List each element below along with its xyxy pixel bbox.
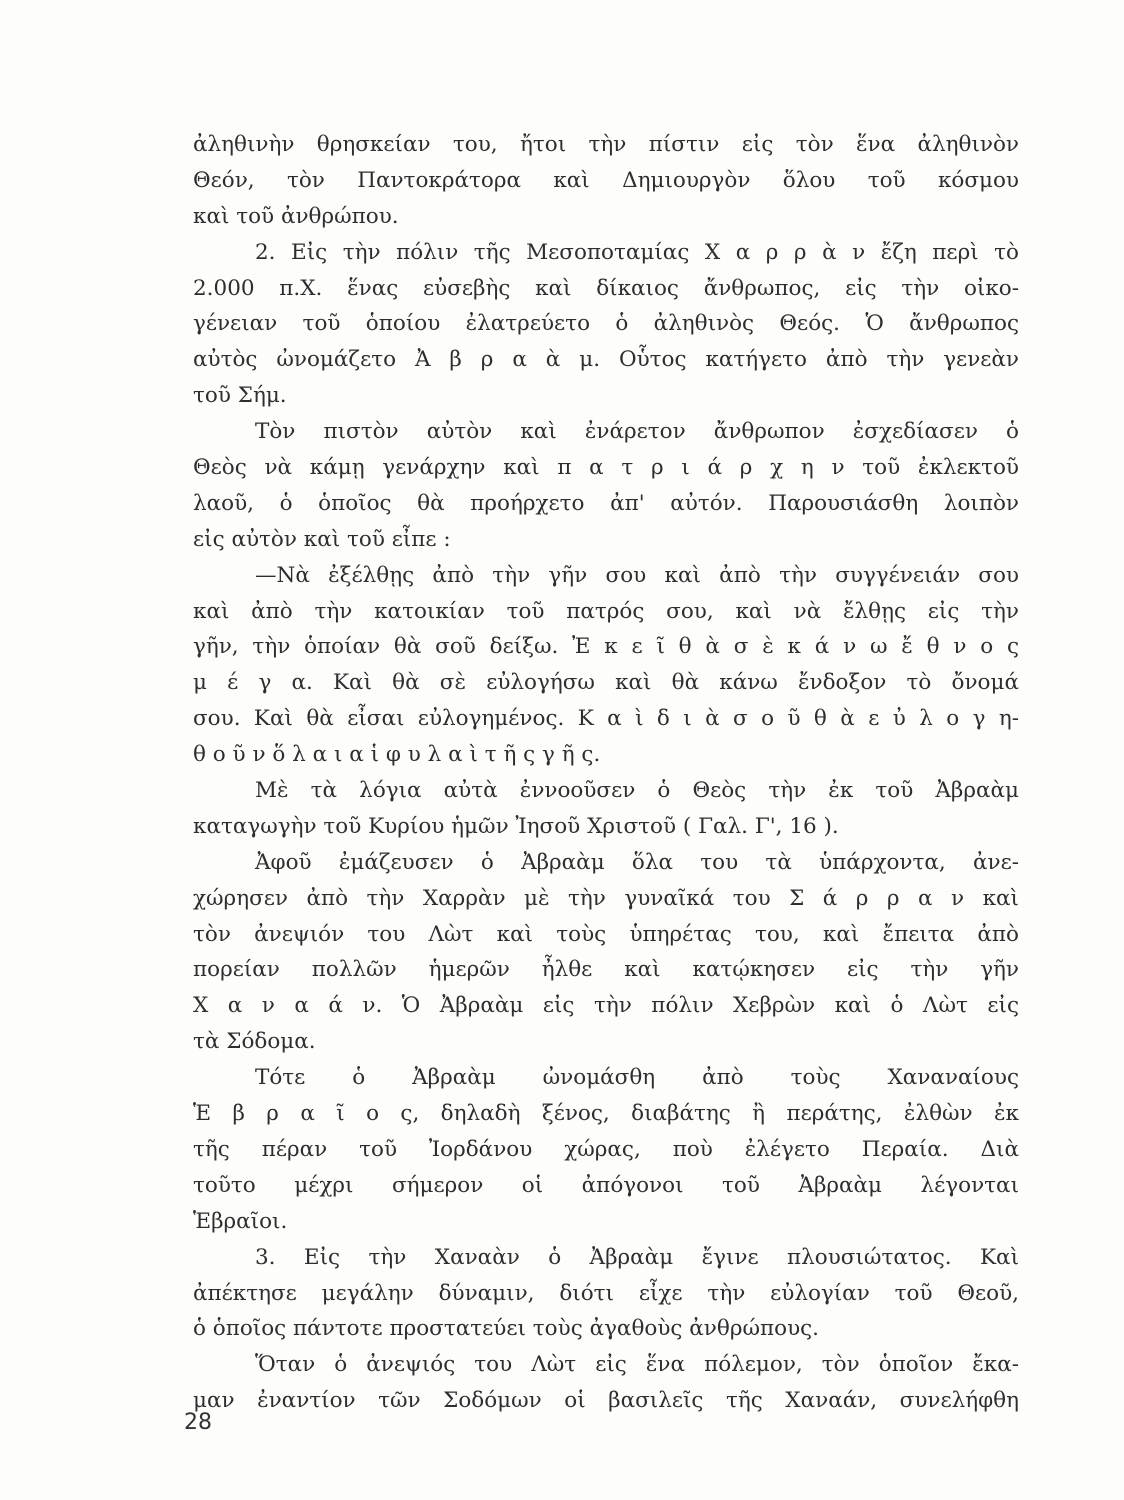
text-line: λαοῦ, ὁ ὁποῖος θὰ προήρχετο ἀπ' αὐτόν. Παρουσιάσθη λοιπὸν [193,490,1019,516]
text-line: Τότε ὁ Ἀβραὰμ ὠνομάσθη ἀπὸ τοὺς Χαναναίους [255,1065,1019,1091]
text-line: 2.000 π.Χ. ἕνας εὐσεβὴς καὶ δίκαιος ἄνθρωπος, εἰς τὴν οἰκο- [193,275,1019,301]
text-line: Τὸν πιστὸν αὐτὸν καὶ ἐνάρετον ἄνθρωπον ἐσχεδίασεν ὁ [255,419,1019,445]
text-line: καταγωγὴν τοῦ Κυρίου ἡμῶν Ἰησοῦ Χριστοῦ ( Γαλ. Γ', 16 ). [193,813,839,839]
text-line: ἀληθινὴν θρησκείαν του, ἤτοι τὴν πίστιν εἰς τὸν ἕνα ἀληθινὸν [193,132,1019,157]
text-line: Χ α ν α ά ν. Ὁ Ἀβραὰμ εἰς τὴν πόλιν Χεβρὼν καὶ ὁ Λὼτ εἰς [193,993,1019,1019]
text-line: θ ο ῦ ν ὅ λ α ι α ἱ φ υ λ α ὶ τ ῆ ς γ ῆ ς. [193,742,601,768]
body-text [193,127,1019,1419]
text-line: γῆν, τὴν ὁποίαν θὰ σοῦ δείξω. Ἐ κ ε ῖ θ ὰ σ ὲ κ ά ν ω ἔ θ ν ο ς [193,634,1019,660]
text-line: καὶ ἀπὸ τὴν κατοικίαν τοῦ πατρός σου, καὶ νὰ ἔλθῃς εἰς τὴν [193,598,1019,624]
text-line: τῆς πέραν τοῦ Ἰορδάνου χώρας, ποὺ ἐλέγετο Περαία. Διὰ [193,1136,1019,1162]
text-line: τοῦ Σήμ. [193,383,287,409]
text-line: 2. Εἰς τὴν πόλιν τῆς Μεσοποταμίας Χ α ρ ρ ὰ ν ἔζη περὶ τὸ [255,239,1019,265]
text-line: ὁ ὁποῖος πάντοτε προστατεύει τοὺς ἀγαθοὺς ἀνθρώπους. [193,1316,820,1342]
text-line: ἀπέκτησε μεγάλην δύναμιν, διότι εἶχε τὴν εὐλογίαν τοῦ Θεοῦ, [193,1280,1019,1306]
text-line: Ἑ β ρ α ῖ ο ς, δηλαδὴ ξένος, διαβάτης ἢ περάτης, ἐλθὼν ἐκ [193,1101,1019,1127]
text-line: Ἀφοῦ ἐμάζευσεν ὁ Ἀβραὰμ ὅλα του τὰ ὑπάρχοντα, ἀνε- [255,849,1019,875]
text-line: χώρησεν ἀπὸ τὴν Χαρρὰν μὲ τὴν γυναῖκά του Σ ά ρ ρ α ν καὶ [193,885,1019,911]
text-line: Ἑβραῖοι. [193,1208,288,1234]
text-line: μ έ γ α. Καὶ θὰ σὲ εὐλογήσω καὶ θὰ κάνω ἔνδοξον τὸ ὄνομά [193,670,1019,696]
text-line: εἰς αὐτὸν καὶ τοῦ εἶπε : [193,526,451,552]
text-line: Θεὸς νὰ κάμῃ γενάρχην καὶ π α τ ρ ι ά ρ χ η ν τοῦ ἐκλεκτοῦ [193,455,1019,481]
page-number: 28 [184,1410,212,1435]
text-line: καὶ τοῦ ἀνθρώπου. [193,203,399,229]
text-line: —Νὰ ἐξέλθῃς ἀπὸ τὴν γῆν σου καὶ ἀπὸ τὴν συγγένειάν σου [255,562,1019,588]
text-line: σου. Καὶ θὰ εἶσαι εὐλογημένος. Κ α ὶ δ ι ὰ σ ο ῦ θ ὰ ε ὐ λ ο γ η- [193,706,1019,732]
text-line: 3. Εἰς τὴν Χαναὰν ὁ Ἀβραὰμ ἔγινε πλουσιώτατος. Καὶ [255,1244,1019,1270]
text-line: πορείαν πολλῶν ἡμερῶν ἦλθε καὶ κατῴκησεν εἰς τὴν γῆν [193,957,1019,983]
text-line: Ὅταν ὁ ἀνεψιός του Λὼτ εἰς ἕνα πόλεμον, τὸν ὁποῖον ἔκα- [255,1352,1019,1378]
text-line: γένειαν τοῦ ὁποίου ἐλατρεύετο ὁ ἀληθινὸς Θεός. Ὁ ἄνθρωπος [193,311,1019,337]
text-line: Μὲ τὰ λόγια αὐτὰ ἐννοοῦσεν ὁ Θεὸς τὴν ἐκ τοῦ Ἀβραὰμ [255,778,1019,804]
text-line: τοῦτο μέχρι σήμερον οἱ ἀπόγονοι τοῦ Ἀβραὰμ λέγονται [193,1172,1019,1198]
text-line: αὐτὸς ὠνομάζετο Ἀ β ρ α ὰ μ. Οὗτος κατήγετο ἀπὸ τὴν γενεὰν [193,347,1019,373]
text-line: τὰ Σόδομα. [193,1029,316,1055]
text-line: τὸν ἀνεψιόν του Λὼτ καὶ τοὺς ὑπηρέτας του, καὶ ἔπειτα ἀπὸ [193,921,1019,947]
text-line: Θεόν, τὸν Παντοκράτορα καὶ Δημιουργὸν ὅλου τοῦ κόσμου [193,167,1019,193]
text-line: μαν ἐναντίον τῶν Σοδόμων οἱ βασιλεῖς τῆς Χαναάν, συνελήφθη [193,1388,1019,1414]
